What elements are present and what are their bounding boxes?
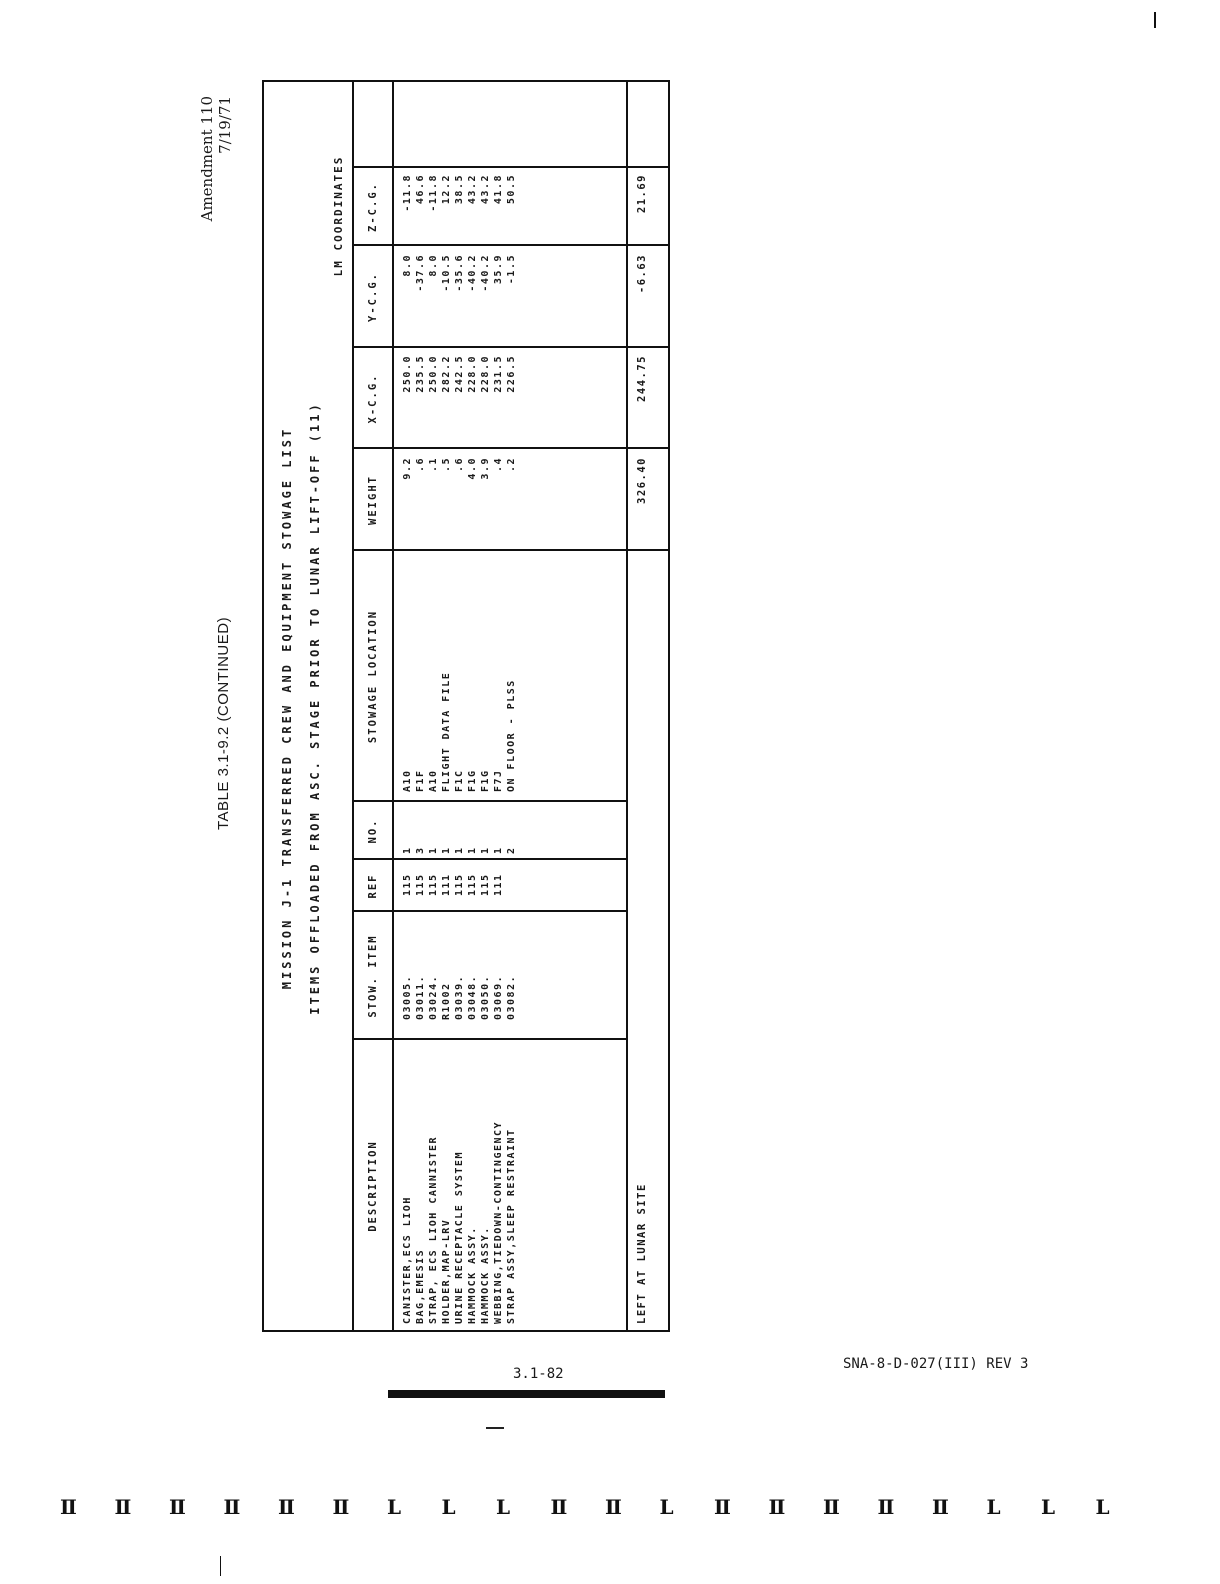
binder-mark-icon: Ⅱ [605, 1495, 622, 1519]
cell-ref: 111 [493, 873, 504, 896]
cell-y-cg: -10.5 [441, 254, 452, 292]
col-divider-9 [352, 166, 668, 168]
cell-z-cg: 12.2 [441, 174, 452, 205]
cell-x-cg: 250.0 [402, 355, 413, 393]
cell-location: F7J [493, 769, 504, 792]
cell-z-cg: 46.6 [415, 174, 426, 205]
cell-weight: .6 [415, 457, 426, 473]
total-y-cg: -6.63 [636, 254, 648, 294]
cell-description: CANISTER,ECS LIOH [402, 1196, 413, 1324]
total-label: LEFT AT LUNAR SITE [636, 1183, 648, 1324]
cell-description: STRAP ASSY,SLEEP RESTRAINT [506, 1128, 517, 1324]
binder-mark-icon: L [986, 1495, 1001, 1519]
cell-no: 1 [480, 846, 491, 854]
cell-y-cg: 8.0 [428, 254, 439, 277]
cell-no: 1 [428, 846, 439, 854]
col-header-weight: WEIGHT [367, 475, 379, 525]
page-number: 3.1-82 [513, 1366, 564, 1382]
cell-description: HOLDER,MAP-LRV [441, 1218, 452, 1324]
cell-description: URINE RECEPTACLE SYSTEM [454, 1151, 465, 1324]
cell-x-cg: 250.0 [428, 355, 439, 393]
total-z-cg: 21.69 [636, 174, 648, 214]
col-header-z-cg: Z-C.G. [367, 182, 379, 232]
cell-ref: 115 [454, 873, 465, 896]
cell-weight: .1 [428, 457, 439, 473]
binder-marks [60, 1495, 1160, 1519]
binder-mark-icon: L [1041, 1495, 1056, 1519]
cell-no: 1 [467, 846, 478, 854]
col-header-y-cg: Y-C.G. [367, 272, 379, 322]
cell-ref: 115 [415, 873, 426, 896]
binder-mark-icon: L [441, 1495, 456, 1519]
binder-mark-icon: L [496, 1495, 511, 1519]
binder-mark-icon: Ⅱ [60, 1495, 77, 1519]
cell-ref: 115 [402, 873, 413, 896]
cell-location: A10 [428, 769, 439, 792]
binder-mark-icon: Ⅱ [332, 1495, 350, 1519]
col-header-stow-item: STOW. ITEM [367, 934, 379, 1018]
col-divider-3 [352, 858, 626, 860]
cell-stow-item: 03039. [454, 974, 465, 1020]
cell-description: WEBBING,TIEDOWN-CONTINGENCY [493, 1120, 504, 1324]
cell-no: 1 [493, 846, 504, 854]
cell-x-cg: 282.2 [441, 355, 452, 393]
table-caption: TABLE 3.1-9.2 (CONTINUED) [215, 616, 232, 830]
total-x-cg: 244.75 [636, 355, 648, 402]
cell-no: 1 [454, 846, 465, 854]
cell-y-cg: 35.9 [493, 254, 504, 285]
cell-stow-item: 03069. [493, 974, 504, 1020]
cell-description: BAG,EMESIS [415, 1248, 426, 1324]
cell-location: ON FLOOR - PLSS [506, 679, 517, 792]
cell-weight: .4 [493, 457, 504, 473]
cell-y-cg: -35.6 [454, 254, 465, 292]
binder-mark-icon: Ⅱ [550, 1495, 568, 1519]
cell-location: FLIGHT DATA FILE [441, 671, 452, 792]
cell-z-cg: 43.2 [480, 174, 491, 205]
stowage-table [262, 80, 670, 1332]
cell-stow-item: 03024. [428, 974, 439, 1020]
cell-stow-item: 03082. [506, 974, 517, 1020]
amendment-date: 7/19/71 [216, 96, 234, 154]
binder-mark-icon: Ⅱ [768, 1495, 786, 1519]
col-header-ref: REF [367, 873, 379, 899]
cell-weight: 9.2 [402, 457, 413, 480]
binder-mark-icon: L [659, 1495, 674, 1519]
total-weight: 326.40 [636, 457, 648, 504]
cell-y-cg: -37.6 [415, 254, 426, 292]
amendment-block [198, 96, 238, 246]
cell-stow-item: 03011. [415, 974, 426, 1020]
binder-mark-icon: Ⅱ [169, 1495, 186, 1519]
column-header-rule [392, 82, 394, 1332]
cell-z-cg: 38.5 [454, 174, 465, 205]
binder-mark-icon: L [1095, 1495, 1110, 1519]
cell-description: HAMMOCK ASSY. [467, 1226, 478, 1324]
binder-mark-icon: Ⅱ [278, 1495, 295, 1519]
cell-weight: 3.9 [480, 457, 491, 480]
binder-mark-icon: Ⅱ [114, 1495, 132, 1519]
binder-mark-icon: Ⅱ [714, 1495, 731, 1519]
table-subtitle: ITEMS OFFLOADED FROM ASC. STAGE PRIOR TO LUNAR LIFT-OFF (11) [308, 401, 322, 1015]
table-title: MISSION J-1 TRANSFERRED CREW AND EQUIPMENT STOWAGE LIST [280, 426, 294, 990]
cell-z-cg: 41.8 [493, 174, 504, 205]
short-dash [486, 1427, 504, 1429]
cell-y-cg: 8.0 [402, 254, 413, 277]
cell-location: F1G [480, 769, 491, 792]
cell-stow-item: 03050. [480, 974, 491, 1020]
cell-ref: 111 [441, 873, 452, 896]
cell-x-cg: 228.0 [467, 355, 478, 393]
cell-y-cg: -40.2 [480, 254, 491, 292]
binder-mark-icon: Ⅱ [877, 1495, 895, 1519]
page-rule [388, 1390, 665, 1398]
cell-stow-item: 03048. [467, 974, 478, 1020]
binder-mark-icon: Ⅱ [932, 1495, 949, 1519]
cell-x-cg: 235.5 [415, 355, 426, 393]
cell-z-cg: -11.8 [402, 174, 413, 212]
total-rule [626, 82, 628, 1332]
cell-z-cg: 43.2 [467, 174, 478, 205]
cell-description: STRAP, ECS LIOH CANNISTER [428, 1135, 439, 1324]
cell-x-cg: 231.5 [493, 355, 504, 393]
cell-ref: 115 [480, 873, 491, 896]
cell-weight: .2 [506, 457, 517, 473]
amendment-label: Amendment 110 [198, 96, 216, 222]
cell-ref: 115 [428, 873, 439, 896]
binder-mark-icon: L [387, 1495, 402, 1519]
cell-y-cg: -40.2 [467, 254, 478, 292]
binder-mark-icon: Ⅱ [823, 1495, 840, 1519]
lm-coordinates-header: LM COORDINATES [332, 155, 345, 277]
cell-ref: 115 [467, 873, 478, 896]
cell-stow-item: R1002 [441, 982, 452, 1020]
cell-x-cg: 228.0 [480, 355, 491, 393]
cell-x-cg: 226.5 [506, 355, 517, 393]
cell-stow-item: 03005. [402, 974, 413, 1020]
cell-location: F1C [454, 769, 465, 792]
cell-no: 2 [506, 846, 517, 854]
col-divider-1 [352, 1038, 626, 1040]
cell-y-cg: -1.5 [506, 254, 517, 285]
col-header-x-cg: X-C.G. [367, 373, 379, 424]
table-frame [262, 80, 670, 1332]
binder-mark-icon: Ⅱ [223, 1495, 241, 1519]
cell-z-cg: 50.5 [506, 174, 517, 205]
cell-location: F1F [415, 769, 426, 792]
cell-location: A10 [402, 769, 413, 792]
cell-weight: 4.0 [467, 457, 478, 480]
col-header-description: DESCRIPTION [367, 1140, 379, 1232]
cell-description: HAMMOCK ASSY. [480, 1226, 491, 1324]
col-header-location: STOWAGE LOCATION [367, 609, 379, 744]
cell-weight: .6 [454, 457, 465, 473]
cell-location: F1G [467, 769, 478, 792]
cell-no: 3 [415, 846, 426, 854]
cell-no: 1 [402, 846, 413, 854]
col-header-no: NO. [367, 818, 379, 844]
table-caption-block [215, 560, 239, 830]
cell-x-cg: 242.5 [454, 355, 465, 393]
cell-weight: .5 [441, 457, 452, 473]
document-number: SNA-8-D-027(III) REV 3 [843, 1356, 1029, 1372]
col-divider-2 [352, 910, 626, 912]
col-divider-4 [352, 800, 626, 802]
cell-z-cg: -11.8 [428, 174, 439, 212]
cell-no: 1 [441, 846, 452, 854]
bottom-edge-mark [220, 1556, 221, 1576]
top-edge-mark [1154, 12, 1156, 28]
